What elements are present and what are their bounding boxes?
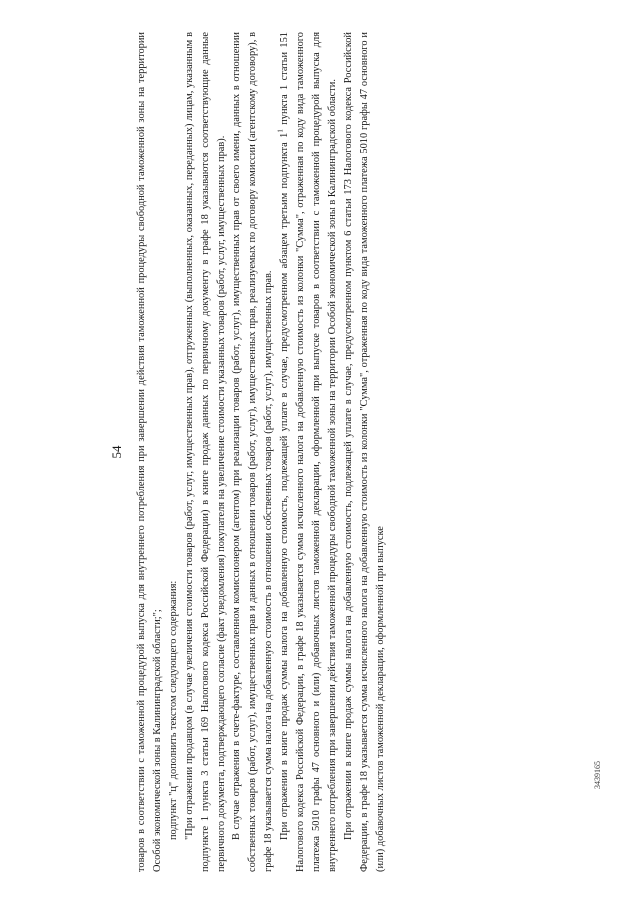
- paragraph-continuation: товаров в соответствии с таможенной процедурой выпуска для внутреннего потребления при завершении действия таможенной процедуры свободной таможенной зоны на территории Особой экономической зоны в Калининградской области;";: [136, 32, 163, 872]
- superscript-marker: 1: [276, 129, 285, 133]
- rotated-content: [100, 32, 540, 872]
- paragraph-seller: "При отражении продавцом (в случае увеличения стоимости товаров (работ, услуг, имущественных прав), отгруженных (выполненных, оказанных, переданных) лицам, указанным в подпункте 1 пункта 3 статьи 169 Налогового кодекса Российской Федерации) в книге продаж данных по первичному документу в графе 18 указываются соответствующие данные первичного документа, подтверждающего согласие (факт уведомления) покупателя на увеличение стоимости указанных товаров (работ, услуг, имущественных прав).: [183, 32, 227, 872]
- page-number: 54: [109, 445, 124, 459]
- paragraph-commission-agent: В случае отражения в счете-фактуре, составленном комиссионером (агентом) при реализации товаров (работ, услуг), имущественных прав от своего имени, данных в отношении собственных товаров (работ, услуг), имущественных прав и данных в отношении товаров (работ, услуг), имущественных прав, реализуемых по договору комиссии (агентскому договору), в графе 18 указывается сумма налога на добавленную стоимость в отношении собственных товаров (работ, услуг), имущественных прав.: [231, 32, 275, 872]
- paragraph-article-151-start: При отражении в книге продаж суммы налога на добавленную стоимость, подлежащей уплате в случае, предусмотренном абзацем третьим подпункта 1: [279, 132, 291, 840]
- paragraph-article-151-end: пункта 1 статьи 151 Налогового кодекса Российской Федерации, в графе 18 указывается сумма исчисленного налога на добавленную стоимость из колонки "Сумма", отраженная по коду вида таможенного платежа 5010 графы 47 основного и (или) добавочных листов таможенной декларации, оформленной при выпуске товаров в соответствии с таможенной процедурой выпуска для внутреннего потребления при завершении действия таможенной процедуры свободной таможенной зоны на территории Особой экономической зоны в Калининградской области.: [279, 32, 338, 872]
- paragraph-article-151: [277, 32, 341, 872]
- paragraph-article-173: При отражении в книге продаж суммы налога на добавленную стоимость, подлежащей уплате в случае, предусмотренном пунктом 6 статьи 173 Налогового кодекса Российской Федерации, в графе 18 указывается сумма исчисленного налога на добавленную стоимость из колонки "Сумма", отраженная по коду вида таможенного платежа 5010 графы 47 основного и (или) добавочных листов таможенной декларации, оформленной при выпуске: [342, 32, 386, 872]
- body-text: [134, 32, 389, 872]
- paragraph-subpoint: подпункт "ц" дополнить текстом следующего содержания:: [167, 580, 179, 840]
- document-code: 3439165: [593, 761, 602, 789]
